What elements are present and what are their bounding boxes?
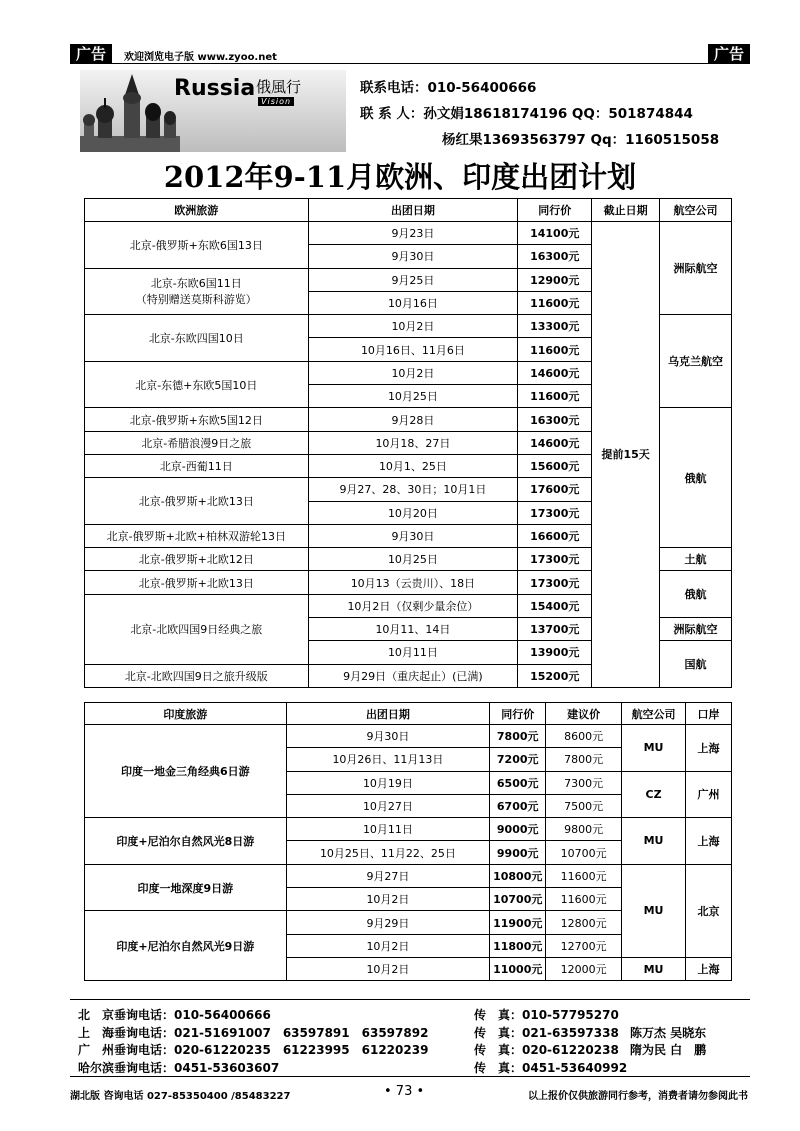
route-cell — [85, 315, 309, 362]
price-cell: 13700元 — [518, 618, 592, 641]
suggested-price-cell: 9800元 — [546, 818, 622, 841]
date-cell: 9月28日 — [308, 408, 518, 431]
route-note: （特别赠送莫斯科游览） — [135, 293, 257, 307]
column-header: 出团日期 — [286, 703, 490, 725]
price-cell: 16600元 — [518, 524, 592, 547]
europe-table — [84, 198, 732, 688]
price-cell: 17300元 — [518, 501, 592, 524]
column-header: 截止日期 — [592, 199, 660, 222]
port-cell: 上海 — [686, 818, 732, 865]
airline-cell: 俄航 — [660, 571, 732, 618]
column-header: 口岸 — [686, 703, 732, 725]
date-cell: 10月19日 — [286, 771, 490, 794]
date-cell: 10月20日 — [308, 501, 518, 524]
price-cell: 12900元 — [518, 268, 592, 291]
date-cell: 10月2日 — [308, 315, 518, 338]
route-name: 北京-希腊浪漫9日之旅 — [141, 436, 252, 450]
date-cell: 10月2日（仅剩少量余位） — [308, 594, 518, 617]
price-cell: 11600元 — [518, 338, 592, 361]
top-rule — [70, 63, 750, 64]
suggested-price-cell: 12800元 — [546, 911, 622, 934]
table-row — [85, 725, 732, 748]
offices-rule — [70, 999, 750, 1000]
date-cell: 10月11日 — [286, 818, 490, 841]
price-cell: 11800元 — [490, 934, 546, 957]
route-cell — [85, 268, 309, 315]
office-phone: 广 州垂询电话：020-61220235 61223995 61220239 — [78, 1043, 429, 1057]
route-name: 北京-西葡11日 — [159, 460, 233, 474]
route-cell — [85, 222, 309, 269]
suggested-price-cell: 11600元 — [546, 888, 622, 911]
india-table — [84, 702, 732, 981]
airline-cell: MU — [622, 725, 686, 772]
office-fax: 传 真：010-57795270 — [474, 1008, 619, 1022]
page-title: 2012年9-11月欧洲、印度出团计划 — [163, 160, 637, 194]
page-number: • 73 • — [384, 1084, 425, 1099]
date-cell: 9月29日（重庆起止）(已满) — [308, 664, 518, 687]
suggested-price-cell: 11600元 — [546, 864, 622, 887]
price-cell: 15600元 — [518, 454, 592, 477]
date-cell: 10月25日、11月22、25日 — [286, 841, 490, 864]
suggested-price-cell: 10700元 — [546, 841, 622, 864]
office-phone: 上 海垂询电话：021-51691007 63597891 63597892 — [78, 1025, 429, 1040]
route-cell — [85, 408, 309, 431]
ad-tag-right: 广告 — [708, 44, 750, 64]
price-cell: 13900元 — [518, 641, 592, 664]
table-header-row — [85, 703, 732, 725]
route-name: 北京-俄罗斯+北欧+柏林双游轮13日 — [106, 530, 286, 543]
office-fax: 传 真：021-63597338 — [474, 1025, 619, 1040]
route-cell — [85, 524, 309, 547]
airline-cell: MU — [622, 818, 686, 865]
date-cell: 10月11、14日 — [308, 618, 518, 641]
date-cell: 9月23日 — [308, 222, 518, 245]
route-name: 北京-俄罗斯+北欧13日 — [138, 576, 254, 590]
deadline-cell: 提前15天 — [592, 222, 660, 688]
date-cell: 10月26日、11月13日 — [286, 748, 490, 771]
date-cell: 9月27、28、30日；10月1日 — [308, 478, 518, 501]
price-cell: 13300元 — [518, 315, 592, 338]
price-cell: 11000元 — [490, 957, 546, 980]
logo-subtitle: Vision — [258, 97, 294, 106]
airline-cell: MU — [622, 864, 686, 957]
date-cell: 10月2日 — [286, 957, 490, 980]
column-header: 同行价 — [490, 703, 546, 725]
price-cell: 6700元 — [490, 794, 546, 817]
price-cell: 11600元 — [518, 385, 592, 408]
date-cell: 10月1、25日 — [308, 454, 518, 477]
route-name: 北京-北欧四国9日经典之旅 — [130, 623, 263, 637]
column-header: 建议价 — [546, 703, 622, 725]
port-cell: 北京 — [686, 864, 732, 957]
route-name: 北京-北欧四国9日之旅升级版 — [124, 669, 268, 683]
suggested-price-cell: 12700元 — [546, 934, 622, 957]
contact-person-2: 杨红果13693563797 Qq：1160515058 — [442, 132, 720, 148]
contact-phone: 联系电话：010-56400666 — [360, 80, 537, 96]
route-name: 北京-俄罗斯+东欧6国13日 — [129, 238, 263, 252]
price-cell: 6500元 — [490, 771, 546, 794]
column-header: 印度旅游 — [85, 703, 287, 725]
date-cell: 9月30日 — [308, 524, 518, 547]
price-cell: 17600元 — [518, 478, 592, 501]
footer-right: 以上报价仅供旅游同行参考，消费者请勿参阅此书 — [528, 1091, 748, 1102]
date-cell: 10月16日 — [308, 291, 518, 314]
table-row — [85, 818, 732, 841]
route-name: 北京-东欧四国10日 — [148, 331, 244, 345]
route-cell — [85, 664, 309, 687]
price-cell: 10800元 — [490, 864, 546, 887]
price-cell: 14600元 — [518, 361, 592, 384]
route-cell — [85, 361, 309, 408]
office-phone: 哈尔滨垂询电话：0451-53603607 — [78, 1060, 280, 1075]
route-cell — [85, 478, 309, 525]
column-header: 出团日期 — [308, 199, 518, 222]
date-cell: 9月30日 — [308, 245, 518, 268]
column-header: 欧洲旅游 — [85, 199, 309, 222]
price-cell: 17300元 — [518, 571, 592, 594]
price-cell: 16300元 — [518, 245, 592, 268]
price-cell: 15400元 — [518, 594, 592, 617]
route-name: 北京-俄罗斯+北欧13日 — [138, 495, 254, 509]
suggested-price-cell: 7800元 — [546, 748, 622, 771]
date-cell: 9月27日 — [286, 864, 490, 887]
office-phone: 北 京垂询电话：010-56400666 — [78, 1008, 271, 1022]
route-cell — [85, 571, 309, 594]
route-cell — [85, 548, 309, 571]
route-cell: 印度一地深度9日游 — [85, 864, 287, 911]
route-cell: 印度+尼泊尔自然风光8日游 — [85, 818, 287, 865]
date-cell: 10月27日 — [286, 794, 490, 817]
date-cell: 10月13（云贵川）、18日 — [308, 571, 518, 594]
date-cell: 10月16日、11月6日 — [308, 338, 518, 361]
date-cell: 10月25日 — [308, 548, 518, 571]
airline-cell: 国航 — [660, 641, 732, 688]
route-name: 北京-东欧6国11日 — [150, 277, 242, 291]
ad-tag-left: 广告 — [70, 44, 112, 64]
table-row — [85, 222, 732, 245]
airline-cell: 俄航 — [660, 408, 732, 548]
airline-cell: CZ — [622, 771, 686, 818]
footer-left: 湖北版 咨询电话 027-85350400 /85483227 — [70, 1091, 291, 1102]
date-cell: 10月2日 — [308, 361, 518, 384]
date-cell: 10月2日 — [286, 888, 490, 911]
office-contacts: 隋为民 白 鹏 — [630, 1043, 707, 1057]
price-cell: 14600元 — [518, 431, 592, 454]
date-cell: 9月25日 — [308, 268, 518, 291]
logo — [80, 70, 346, 152]
date-cell: 9月29日 — [286, 911, 490, 934]
price-cell: 16300元 — [518, 408, 592, 431]
suggested-price-cell: 8600元 — [546, 725, 622, 748]
date-cell: 10月2日 — [286, 934, 490, 957]
price-cell: 14100元 — [518, 222, 592, 245]
column-header: 航空公司 — [660, 199, 732, 222]
route-cell — [85, 454, 309, 477]
price-cell: 17300元 — [518, 548, 592, 571]
price-cell: 7200元 — [490, 748, 546, 771]
suggested-price-cell: 7500元 — [546, 794, 622, 817]
contact-person-1: 联 系 人：孙文娟18618174196 QQ：501874844 — [360, 106, 693, 122]
airline-cell: MU — [622, 957, 686, 980]
price-cell: 7800元 — [490, 725, 546, 748]
office-fax: 传 真：0451-53640992 — [474, 1060, 628, 1075]
airline-cell: 土航 — [660, 548, 732, 571]
price-cell: 9900元 — [490, 841, 546, 864]
suggested-price-cell: 7300元 — [546, 771, 622, 794]
column-header: 航空公司 — [622, 703, 686, 725]
footer-rule — [70, 1076, 750, 1077]
price-cell: 9000元 — [490, 818, 546, 841]
route-cell: 印度一地金三角经典6日游 — [85, 725, 287, 818]
price-cell: 11600元 — [518, 291, 592, 314]
table-row — [85, 864, 732, 887]
route-cell — [85, 594, 309, 664]
date-cell: 10月18、27日 — [308, 431, 518, 454]
airline-cell: 洲际航空 — [660, 222, 732, 315]
price-cell: 10700元 — [490, 888, 546, 911]
date-cell: 10月11日 — [308, 641, 518, 664]
airline-cell: 乌克兰航空 — [660, 315, 732, 408]
price-cell: 11900元 — [490, 911, 546, 934]
welcome-text: 欢迎浏览电子版 www.zyoo.net — [124, 52, 277, 63]
route-cell: 印度+尼泊尔自然风光9日游 — [85, 911, 287, 981]
office-fax: 传 真：020-61220238 — [474, 1043, 619, 1057]
column-header: 同行价 — [518, 199, 592, 222]
date-cell: 10月25日 — [308, 385, 518, 408]
cathedral-icon — [80, 70, 180, 152]
port-cell: 上海 — [686, 957, 732, 980]
table-header-row — [85, 199, 732, 222]
suggested-price-cell: 12000元 — [546, 957, 622, 980]
logo-text: Russia — [174, 76, 256, 101]
logo-chinese: 俄風行 — [256, 78, 302, 96]
price-cell: 15200元 — [518, 664, 592, 687]
office-contacts: 陈万杰 吴晓东 — [630, 1025, 707, 1040]
route-cell — [85, 431, 309, 454]
top-bar — [70, 44, 750, 64]
port-cell: 广州 — [686, 771, 732, 818]
route-name: 北京-俄罗斯+东欧5国12日 — [129, 413, 263, 427]
airline-cell: 洲际航空 — [660, 618, 732, 641]
route-name: 北京-东德+东欧5国10日 — [135, 378, 258, 392]
port-cell: 上海 — [686, 725, 732, 772]
date-cell: 9月30日 — [286, 725, 490, 748]
route-name: 北京-俄罗斯+北欧12日 — [138, 553, 254, 567]
